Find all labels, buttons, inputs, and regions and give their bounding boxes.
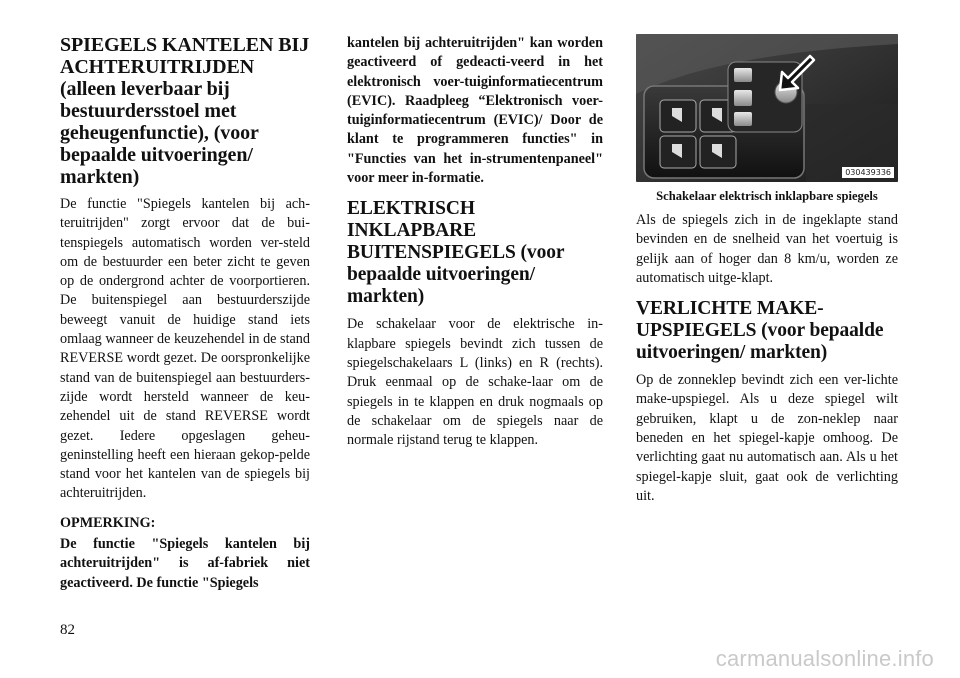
note-text-continued: kantelen bij achteruitrijden" kan worden geactiveerd of gedeacti-veerd in het elektronisch voer-tuiginformatiecentrum (EVIC). Raadpleeg “Elektronisch voer-tuiginformatiecentrum (EVIC)/ Door de klant te programmeren functies" in "Functies van het in-strumentenpaneel" voor meer in-formatie. xyxy=(347,35,603,187)
section-heading-vanity-mirrors: VERLICHTE MAKE-UPSPIEGELS (voor bepaalde uitvoeringen/ markten) xyxy=(636,298,884,364)
column-left xyxy=(60,34,310,593)
watermark: carmanualsonline.info xyxy=(715,646,934,671)
paragraph-auto-unfold: Als de spiegels zich in de ingeklapte stand bevinden en de snelheid van het voertuig is gelijk aan of hoger dan 8 km/u, worden ze automatisch uitge-klapt. xyxy=(636,212,898,286)
switch-panel-illustration xyxy=(636,34,898,182)
note-label: OPMERKING: xyxy=(60,514,156,531)
photo-code: 030439336 xyxy=(842,167,894,178)
paragraph-power-fold: De schakelaar voor de elektrische in-klapbare spiegels bevindt zich tussen de spiegelschakelaars L (links) en R (rechts). Druk eenmaal op de schake-laar om de spiegels in te klappen en druk nogmaals op de schakelaar om de spiegels naar de normale rijstand terug te klappen. xyxy=(347,316,603,449)
section-heading-power-fold xyxy=(347,198,603,308)
heading-power-fold-sub: (voor bepaalde uitvoeringen/ markten) xyxy=(347,242,565,308)
note-text-start: De functie "Spiegels kantelen bij achteruitrijden" is af-fabriek niet geactiveerd. De functie "Spiegels xyxy=(60,536,310,591)
page-number: 82 xyxy=(60,622,75,638)
heading-power-fold-main: ELEKTRISCH INKLAPBARE BUITENSPIEGELS xyxy=(347,198,516,264)
section-heading-reverse-tilt: SPIEGELS KANTELEN BIJ ACHTERUITRIJDEN (alleen leverbaar bij bestuurdersstoel met geheugenfunctie), (voor bepaalde uitvoeringen/ markten) xyxy=(60,34,310,188)
photo-fold-switch xyxy=(636,34,898,182)
paragraph-vanity-mirrors: Op de zonneklep bevindt zich een ver-lichte make-upspiegel. Als u deze spiegel wilt gebruiken, klapt u de zon-neklep naar beneden en het spiegel-kapje omhoog. De verlichting gaat nu automatisch aan. Als u het spiegel-kapje sluit, gaat ook de verlichting uit. xyxy=(636,372,898,504)
column-middle xyxy=(347,34,603,450)
photo-caption: Schakelaar elektrisch inklapbare spiegels xyxy=(656,189,878,203)
paragraph-reverse-tilt: De functie "Spiegels kantelen bij ach-teruitrijden" zorgt ervoor dat de bui-tenspiegels automatisch worden ver-steld om de bestuurder een beter zicht te geven op de ondergrond achter de voorportieren. De buitenspiegel aan bestuurderszijde beweegt vanuit de huidige stand iets omlaag wanneer de keuzehendel in de stand REVERSE wordt gezet. De oorspronkelijke stand van de buitenspiegel aan bestuurders-zijde wordt hersteld wanneer de keu-zehendel uit de stand REVERSE wordt gezet. Iedere opgeslagen geheu-geninstelling heeft een hieraan gekop-pelde stand voor het kantelen van de spiegels bij achteruitrijden. xyxy=(60,196,310,502)
column-right xyxy=(636,34,898,506)
